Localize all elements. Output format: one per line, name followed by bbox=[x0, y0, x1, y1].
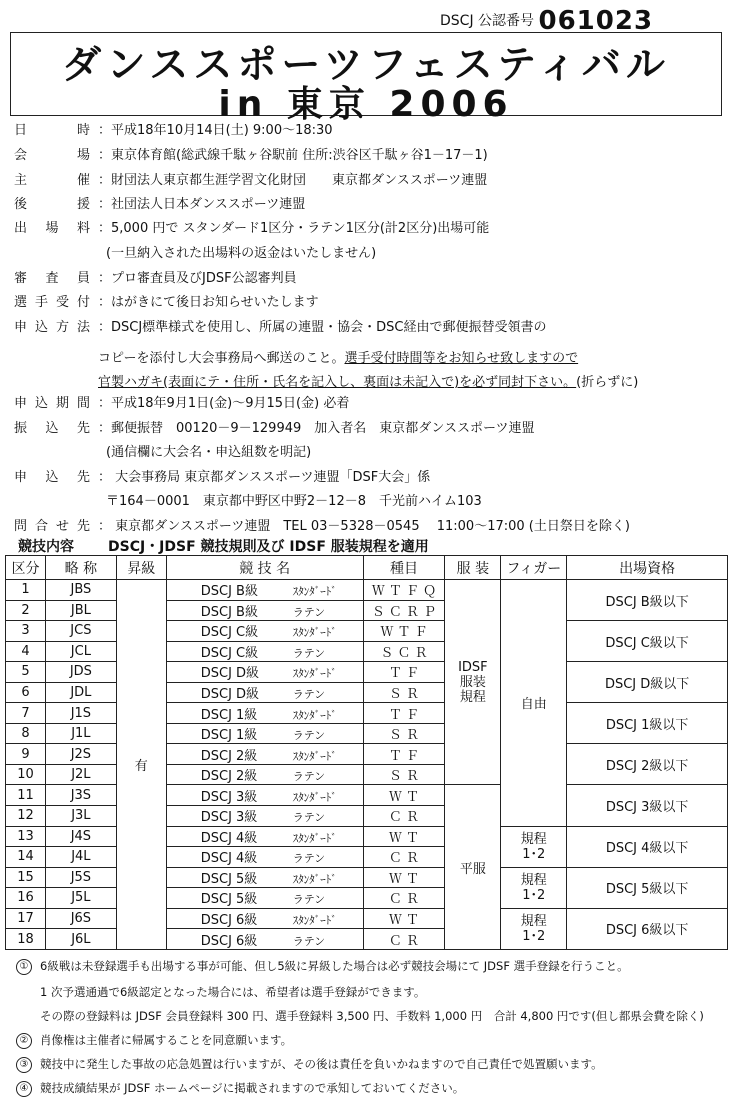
note-2: ② 肖像権は主催者に帰属することを同意願います。 bbox=[16, 1032, 292, 1049]
info-value: ：5,000 円で スタンダード1区分・ラテン1区分(計2区分)出場可能 bbox=[98, 221, 490, 236]
competition-style: ｽﾀﾝﾀﾞｰﾄﾞ bbox=[292, 831, 337, 845]
cell-events: Ｗ Ｔ Ｆ bbox=[363, 621, 445, 642]
cell-competition bbox=[166, 764, 363, 785]
note-4: ④ 競技成績結果が JDSF ホームページに掲載されますので承知しておいてください。 bbox=[16, 1080, 464, 1097]
competition-class: DSCJ 5級 bbox=[200, 871, 258, 887]
column-header: 競 技 名 bbox=[166, 556, 363, 580]
competition-style: ｽﾀﾝﾀﾞｰﾄﾞ bbox=[292, 790, 337, 804]
info-value: ：はがきにて後日お知らせいたします bbox=[98, 295, 319, 310]
competition-style: ｽﾀﾝﾀﾞｰﾄﾞ bbox=[292, 749, 337, 763]
note-1b: 1 次予選通過で6級認定となった場合には、希望者は選手登録ができます。 bbox=[40, 985, 426, 999]
cell-abbr: J2L bbox=[45, 764, 116, 785]
cell-no: 17 bbox=[6, 908, 46, 929]
table-row bbox=[6, 580, 728, 601]
cell-no: 6 bbox=[6, 682, 46, 703]
competition-class: DSCJ D級 bbox=[200, 666, 260, 682]
cell-figure-rule bbox=[501, 908, 567, 949]
competition-class: DSCJ 2級 bbox=[200, 748, 258, 764]
info-value: (通信欄に大会名・申込組数を明記) bbox=[106, 445, 312, 460]
info-label: 後援 bbox=[14, 197, 90, 212]
column-header: 出場資格 bbox=[567, 556, 728, 580]
cell-events: Ｓ Ｒ bbox=[363, 682, 445, 703]
info-value: ：東京体育館(総武線千駄ヶ谷駅前 住所:渋谷区千駄ヶ谷1－17－1) bbox=[98, 148, 488, 163]
table-row bbox=[6, 744, 728, 765]
cell-competition bbox=[166, 662, 363, 683]
cell-competition bbox=[166, 744, 363, 765]
info-value: ：平成18年10月14日(土) 9:00～18:30 bbox=[98, 123, 333, 138]
apply-line-3: 官製ハガキ(表面にテ・住所・氏名を記入し、裏面は未記入で)を必ず同封下さい。(折らずに) bbox=[98, 375, 639, 390]
info-label: 選手受付 bbox=[14, 295, 90, 310]
info-label: 申込方法 bbox=[14, 320, 90, 335]
cell-qualification: DSCJ 4級以下 bbox=[567, 826, 728, 867]
cell-events: Ｗ Ｔ bbox=[363, 785, 445, 806]
cell-qualification: DSCJ C級以下 bbox=[567, 621, 728, 662]
cell-abbr: JDL bbox=[45, 682, 116, 703]
cell-no: 14 bbox=[6, 847, 46, 868]
cell-no: 12 bbox=[6, 806, 46, 827]
competition-class: DSCJ 1級 bbox=[200, 707, 258, 723]
cell-abbr: J1S bbox=[45, 703, 116, 724]
cell-competition bbox=[166, 580, 363, 601]
table-row bbox=[6, 867, 728, 888]
title-line-2: in 東京 2006 bbox=[218, 84, 514, 125]
column-header: 区分 bbox=[6, 556, 46, 580]
competition-style: ラテン bbox=[292, 646, 326, 660]
competition-style: ｽﾀﾝﾀﾞｰﾄﾞ bbox=[292, 708, 337, 722]
competition-class: DSCJ C級 bbox=[200, 645, 259, 661]
cell-abbr: J5S bbox=[45, 867, 116, 888]
cell-dress-plain: 平服 bbox=[445, 785, 501, 950]
note-1c: その際の登録料は JDSF 会員登録料 300 円、選手登録料 3,500 円、手数料 1,000 円 合計 4,800 円です(但し都県会費を除く) bbox=[40, 1009, 704, 1023]
cell-no: 9 bbox=[6, 744, 46, 765]
cell-qualification: DSCJ 2級以下 bbox=[567, 744, 728, 785]
cell-no: 5 bbox=[6, 662, 46, 683]
cell-abbr: JBL bbox=[45, 600, 116, 621]
cell-abbr: J6S bbox=[45, 908, 116, 929]
competition-style: ラテン bbox=[292, 934, 326, 948]
table-row bbox=[6, 621, 728, 642]
competition-style: ラテン bbox=[292, 893, 326, 907]
info-label: 出場料 bbox=[14, 221, 90, 236]
cell-no: 8 bbox=[6, 723, 46, 744]
column-header: 種目 bbox=[363, 556, 445, 580]
cell-competition bbox=[166, 888, 363, 909]
cell-competition bbox=[166, 806, 363, 827]
cell-figure-rule bbox=[501, 826, 567, 867]
sanction-number: DSCJ 公認番号 061023 bbox=[440, 6, 654, 36]
section-heading: 競技内容 DSCJ・JDSF 競技規則及び IDSF 服装規程を適用 bbox=[18, 539, 429, 555]
figure-rule-text: 規程 1･2 bbox=[520, 872, 547, 903]
cell-abbr: J5L bbox=[45, 888, 116, 909]
cell-competition bbox=[166, 908, 363, 929]
cell-events: Ｃ Ｒ bbox=[363, 888, 445, 909]
competition-class: DSCJ B級 bbox=[200, 604, 258, 620]
info-value: 〒164－0001 東京都中野区中野2－12－8 千光前ハイム103 bbox=[106, 494, 482, 509]
competition-style: ｽﾀﾝﾀﾞｰﾄﾞ bbox=[292, 585, 337, 599]
note-3: ③ 競技中に発生した事故の応急処置は行いますが、その後は責任を負いかねますので自己責任で処置願います。 bbox=[16, 1056, 603, 1073]
competition-table bbox=[5, 555, 728, 950]
cell-events: Ｃ Ｒ bbox=[363, 847, 445, 868]
table-row bbox=[6, 662, 728, 683]
cell-no: 16 bbox=[6, 888, 46, 909]
table-row bbox=[6, 908, 728, 929]
cell-qualification: DSCJ 5級以下 bbox=[567, 867, 728, 908]
table-row bbox=[6, 826, 728, 847]
cell-abbr: J2S bbox=[45, 744, 116, 765]
cell-abbr: JCS bbox=[45, 621, 116, 642]
cell-no: 7 bbox=[6, 703, 46, 724]
competition-class: DSCJ D級 bbox=[200, 687, 260, 702]
cell-qualification: DSCJ B級以下 bbox=[567, 580, 728, 621]
competition-class: DSCJ 4級 bbox=[200, 830, 258, 846]
cell-events: Ｗ Ｔ bbox=[363, 908, 445, 929]
info-value: ： 大会事務局 東京都ダンススポーツ連盟「DSF大会」係 bbox=[98, 470, 431, 485]
info-value: ：社団法人日本ダンススポーツ連盟 bbox=[98, 197, 306, 212]
info-value: ： 東京都ダンススポーツ連盟 TEL 03－5328－0545 11:00～17:00 (土日祭日を除く) bbox=[98, 519, 630, 534]
cell-competition bbox=[166, 826, 363, 847]
cell-no: 4 bbox=[6, 641, 46, 662]
competition-style: ｽﾀﾝﾀﾞｰﾄﾞ bbox=[292, 872, 337, 886]
cell-no: 11 bbox=[6, 785, 46, 806]
competition-style: ｽﾀﾝﾀﾞｰﾄﾞ bbox=[292, 667, 337, 681]
cell-abbr: J6L bbox=[45, 929, 116, 950]
cell-competition bbox=[166, 723, 363, 744]
cell-events: Ｓ Ｃ Ｒ Ｐ bbox=[363, 600, 445, 621]
cell-no: 18 bbox=[6, 929, 46, 950]
cell-figure-free: 自由 bbox=[501, 580, 567, 827]
cell-abbr: JCL bbox=[45, 641, 116, 662]
cell-events: Ｔ Ｆ bbox=[363, 662, 445, 683]
info-label: 主催 bbox=[14, 173, 90, 188]
cell-figure-rule bbox=[501, 867, 567, 908]
cell-events: Ｃ Ｒ bbox=[363, 806, 445, 827]
cell-abbr: JDS bbox=[45, 662, 116, 683]
cell-qualification: DSCJ 1級以下 bbox=[567, 703, 728, 744]
info-value: ：財団法人東京都生涯学習文化財団 東京都ダンススポーツ連盟 bbox=[98, 173, 488, 188]
competition-class: DSCJ 5級 bbox=[200, 892, 258, 908]
info-value: (一旦納入された出場料の返金はいたしません) bbox=[106, 246, 377, 261]
cell-abbr: J3L bbox=[45, 806, 116, 827]
column-header: 昇級 bbox=[116, 556, 166, 580]
column-header: 略 称 bbox=[45, 556, 116, 580]
cell-competition bbox=[166, 785, 363, 806]
info-value: ：平成18年9月1日(金)～9月15日(金) 必着 bbox=[98, 396, 350, 411]
dress-idsf-text: IDSF 服装 規程 bbox=[458, 659, 488, 705]
info-value: ：プロ審査員及びJDSF公認審判員 bbox=[98, 271, 297, 286]
cell-events: Ｓ Ｃ Ｒ bbox=[363, 641, 445, 662]
cell-qualification: DSCJ 3級以下 bbox=[567, 785, 728, 826]
competition-class: DSCJ 3級 bbox=[200, 810, 258, 826]
info-label: 申込期間 bbox=[14, 396, 90, 411]
column-header: 服 装 bbox=[445, 556, 501, 580]
competition-class: DSCJ 3級 bbox=[200, 789, 258, 805]
cell-abbr: J3S bbox=[45, 785, 116, 806]
info-label: 振込先 bbox=[14, 421, 90, 436]
competition-class: DSCJ 6級 bbox=[200, 933, 258, 949]
competition-class: DSCJ 4級 bbox=[200, 851, 258, 867]
cell-events: Ｔ Ｆ bbox=[363, 744, 445, 765]
cell-competition bbox=[166, 929, 363, 950]
competition-style: ラテン bbox=[292, 811, 326, 825]
info-value: ：郵便振替 00120－9－129949 加入者名 東京都ダンススポーツ連盟 bbox=[98, 421, 535, 436]
figure-rule-text: 規程 1･2 bbox=[520, 913, 547, 944]
cell-events: Ｃ Ｒ bbox=[363, 929, 445, 950]
cell-no: 1 bbox=[6, 580, 46, 601]
cell-no: 13 bbox=[6, 826, 46, 847]
competition-style: ｽﾀﾝﾀﾞｰﾄﾞ bbox=[292, 626, 337, 640]
cell-events: Ｓ Ｒ bbox=[363, 764, 445, 785]
info-label: 日時 bbox=[14, 123, 90, 138]
competition-style: ラテン bbox=[292, 688, 326, 701]
info-label: 会場 bbox=[14, 148, 90, 163]
cell-competition bbox=[166, 600, 363, 621]
info-label: 申込先 bbox=[14, 470, 90, 485]
cell-competition bbox=[166, 847, 363, 868]
cell-abbr: JBS bbox=[45, 580, 116, 601]
cell-events: Ｓ Ｒ bbox=[363, 723, 445, 744]
competition-class: DSCJ C級 bbox=[200, 625, 259, 641]
figure-rule-text: 規程 1･2 bbox=[520, 831, 547, 862]
competition-class: DSCJ B級 bbox=[200, 584, 258, 600]
apply-line-2: コピーを添付し大会事務局へ郵送のこと。選手受付時間等をお知らせ致しますので bbox=[98, 351, 579, 366]
competition-style: ラテン bbox=[292, 852, 326, 866]
info-label: 審査員 bbox=[14, 271, 90, 286]
competition-class: DSCJ 2級 bbox=[200, 769, 258, 785]
cell-dress-idsf bbox=[445, 580, 501, 785]
cell-events: Ｔ Ｆ bbox=[363, 703, 445, 724]
title-line-1: ダンススポーツフェスティバル bbox=[62, 43, 670, 88]
cell-abbr: J4L bbox=[45, 847, 116, 868]
competition-style: ラテン bbox=[292, 605, 326, 619]
competition-class: DSCJ 1級 bbox=[200, 728, 258, 744]
cell-competition bbox=[166, 641, 363, 662]
cell-abbr: J4S bbox=[45, 826, 116, 847]
cell-no: 2 bbox=[6, 600, 46, 621]
cell-competition bbox=[166, 703, 363, 724]
table-row bbox=[6, 703, 728, 724]
cell-qualification: DSCJ D級以下 bbox=[567, 662, 728, 703]
cell-no: 3 bbox=[6, 621, 46, 642]
cell-competition bbox=[166, 867, 363, 888]
competition-class: DSCJ 6級 bbox=[200, 913, 258, 929]
cell-no: 10 bbox=[6, 764, 46, 785]
cell-events: Ｗ Ｔ bbox=[363, 826, 445, 847]
note-1: ① 6級戦は未登録選手も出場する事が可能、但し5級に昇級した場合は必ず競技会場にて JDSF 選手登録を行うこと。 bbox=[16, 958, 629, 975]
cell-events: Ｗ Ｔ Ｆ Ｑ bbox=[363, 580, 445, 601]
cell-qualification: DSCJ 6級以下 bbox=[567, 908, 728, 949]
competition-style: ラテン bbox=[292, 770, 326, 784]
column-header: フィガー bbox=[501, 556, 567, 580]
cell-promotion: 有 bbox=[116, 580, 166, 950]
competition-style: ｽﾀﾝﾀﾞｰﾄﾞ bbox=[292, 914, 337, 928]
cell-competition bbox=[166, 621, 363, 642]
cell-abbr: J1L bbox=[45, 723, 116, 744]
competition-style: ラテン bbox=[292, 729, 326, 743]
info-value: ：DSCJ標準様式を使用し、所属の連盟・協会・DSC経由で郵便振替受領書の bbox=[98, 320, 547, 335]
cell-competition bbox=[166, 682, 363, 703]
info-label: 問合せ先 bbox=[14, 519, 90, 534]
cell-no: 15 bbox=[6, 867, 46, 888]
table-row bbox=[6, 785, 728, 806]
cell-events: Ｗ Ｔ bbox=[363, 867, 445, 888]
